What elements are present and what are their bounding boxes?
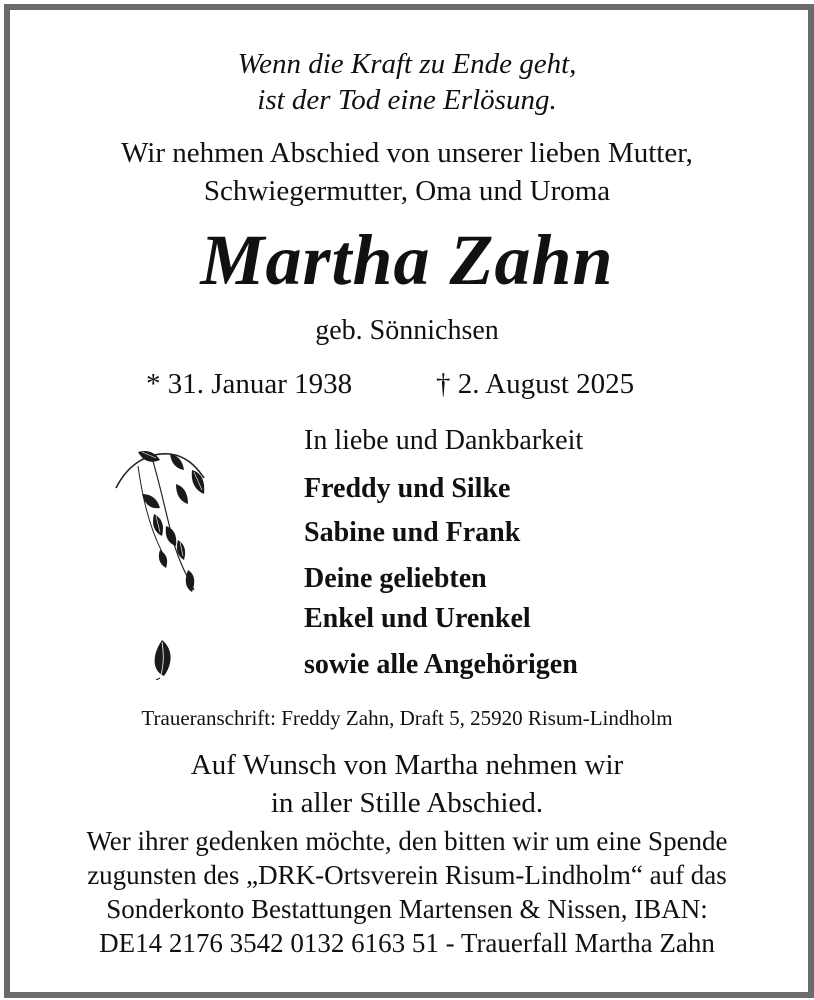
motto: [0, 46, 814, 118]
mourning-address: Traueranschrift: Freddy Zahn, Draft 5, 25920 Risum-Lindholm: [141, 706, 673, 730]
mourner-name: Freddy und Silke: [304, 473, 511, 504]
birch-branch-icon: [108, 444, 218, 604]
donation-line-1: Wer ihrer gedenken möchte, den bitten wir um eine Spende: [86, 826, 728, 856]
wish-line-1: Auf Wunsch von Martha nehmen wir: [190, 749, 624, 781]
mourner-name: Sabine und Frank: [304, 517, 521, 548]
deceased-name: Martha Zahn: [200, 220, 614, 300]
intro-line-1: Wir nehmen Abschied von unserer lieben Mutter,: [121, 137, 693, 169]
wish-text: [0, 746, 814, 822]
thanks-line: In liebe und Dankbarkeit: [304, 425, 584, 456]
born-name: geb. Sönnichsen: [315, 315, 499, 346]
mourner-name: Deine geliebten: [304, 563, 487, 594]
birth-date: * 31. Januar 1938: [146, 368, 353, 400]
motto-line-2: ist der Tod eine Erlösung.: [257, 84, 557, 116]
motto-line-1: Wenn die Kraft zu Ende geht,: [237, 48, 577, 80]
donation-text: [0, 824, 814, 960]
intro-line-2: Schwiegermutter, Oma und Uroma: [203, 175, 611, 207]
intro-text: [0, 134, 814, 210]
mourner-name: Enkel und Urenkel: [304, 603, 531, 634]
donation-line-3: Sonderkonto Bestattungen Martensen & Nissen, IBAN:: [106, 894, 708, 924]
wish-line-2: in aller Stille Abschied.: [270, 787, 544, 819]
mourner-name: sowie alle Angehörigen: [304, 649, 578, 680]
donation-line-2: zugunsten des „DRK-Ortsverein Risum-Lindholm“ auf das: [87, 860, 727, 890]
death-date: † 2. August 2025: [436, 368, 635, 400]
donation-line-4: DE14 2176 3542 0132 6163 51 - Trauerfall Martha Zahn: [99, 928, 715, 958]
falling-leaf-icon: [146, 638, 176, 680]
